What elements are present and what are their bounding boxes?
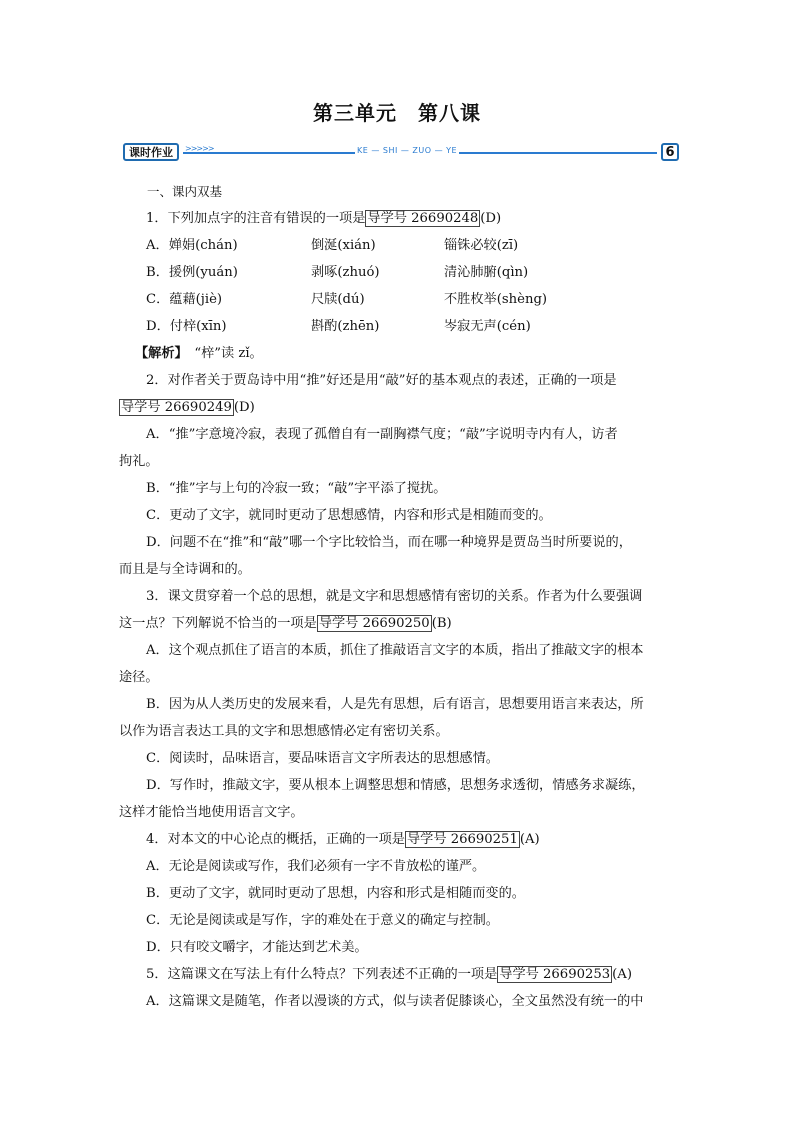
question-2-guide — [119, 394, 675, 421]
option: D．付梓(xīn) — [146, 319, 227, 334]
q1-option-row-a — [119, 232, 675, 259]
guide-number: 导学号 26690253 — [499, 967, 611, 982]
question-text: 1．下列加点字的注音有错误的一项是 — [146, 211, 366, 226]
answer: (D) — [480, 211, 502, 226]
banner-pinyin: KE — SHI — ZUO — YE — [357, 146, 458, 155]
q4-option-a: A．无论是阅读或写作，我们必须有一字不肯放松的谨严。 — [146, 859, 486, 874]
q1-option-row-b — [119, 259, 675, 286]
question-5-stem — [119, 961, 675, 988]
option: 不胜枚举(shèng) — [444, 292, 548, 307]
question-text: 4．对本文的中心论点的概括，正确的一项是 — [146, 832, 405, 847]
homework-banner — [123, 143, 679, 163]
q2-option-d: D．问题不在“推”和“敲”哪一个字比较恰当，而在哪一种境界是贾岛当时所要说的， — [146, 535, 632, 550]
option: 倒涎(xián) — [311, 238, 376, 253]
answer: (B) — [431, 616, 452, 631]
guide-number: 导学号 26690248 — [367, 211, 479, 226]
guide-number: 导学号 26690250 — [318, 616, 430, 631]
question-text: 5．这篇课文在写法上有什么特点？下列表述不正确的一项是 — [146, 967, 498, 982]
question-1-stem — [119, 205, 675, 232]
q3-option-b: B．因为从人类历史的发展来看，人是先有思想，后有语言，思想要用语言来表达，所 — [146, 697, 644, 712]
q1-option-row-d — [119, 313, 675, 340]
option: 尺牍(dú) — [311, 292, 365, 307]
question-text: 这一点？下列解说不恰当的一项是 — [119, 616, 317, 631]
q2-option-d-cont: 而且是与全诗调和的。 — [119, 562, 251, 577]
q3-option-d: D．写作时，推敲文字，要从根本上调整思想和情感，思想务求透彻，情感务求凝练， — [146, 778, 645, 793]
option: C．蕴藉(jiè) — [146, 292, 223, 307]
banner-arrows: >>>>> — [185, 144, 214, 153]
option: 清沁肺腑(qìn) — [444, 265, 529, 280]
q3-option-b-cont: 以作为语言表达工具的文字和思想感情必定有密切关系。 — [119, 724, 449, 739]
exercise-content — [119, 178, 675, 1015]
q3-option-a: A．这个观点抓住了语言的本质，抓住了推敲语言文字的本质，指出了推敲文字的根本 — [146, 643, 644, 658]
question-3-stem-cont — [119, 610, 675, 637]
analysis-label: 【解析】 — [135, 346, 182, 361]
banner-number: 6 — [661, 143, 679, 161]
q3-option-a-cont: 途径。 — [119, 670, 159, 685]
q4-option-d: D．只有咬文嚼字，才能达到艺术美。 — [146, 940, 368, 955]
q2-option-c: C．更动了文字，就同时更动了思想感情，内容和形式是相随而变的。 — [146, 508, 552, 523]
option: A．婵娟(chán) — [146, 238, 238, 253]
q4-option-b: B．更动了文字，就同时更动了思想，内容和形式是相随而变的。 — [146, 886, 525, 901]
guide-number: 导学号 26690249 — [121, 400, 232, 415]
answer: (A) — [519, 832, 540, 847]
q1-option-row-c — [119, 286, 675, 313]
q2-option-a-cont: 拘礼。 — [119, 454, 159, 469]
q1-analysis — [119, 340, 675, 367]
analysis-text: “梓”读 zǐ。 — [194, 346, 263, 361]
q2-option-b: B．“推”字与上句的冷寂一致；“敲”字平添了搅扰。 — [146, 481, 447, 496]
section-heading: 一、课内双基 — [147, 184, 223, 199]
option: 剥啄(zhuó) — [311, 265, 380, 280]
answer: (D) — [233, 400, 255, 415]
q3-option-d-cont: 这样才能恰当地使用语言文字。 — [119, 805, 304, 820]
question-2-stem: 2．对作者关于贾岛诗中用“推”好还是用“敲”好的基本观点的表述，正确的一项是 — [146, 373, 617, 388]
question-3-stem: 3．课文贯穿着一个总的思想，就是文字和思想感情有密切的关系。作者为什么要强调 — [146, 589, 643, 604]
guide-number: 导学号 26690251 — [406, 832, 518, 847]
option: 锱铢必较(zī) — [444, 238, 519, 253]
q2-option-a: A．“推”字意境冷寂，表现了孤僧自有一副胸襟气度；“敲”字说明寺内有人，访者 — [146, 427, 618, 442]
answer: (A) — [612, 967, 632, 982]
q5-option-a: A．这篇课文是随笔，作者以漫谈的方式，似与读者促膝谈心，全文虽然没有统一的中 — [146, 994, 644, 1009]
q4-option-c: C．无论是阅读或是写作，字的难处在于意义的确定与控制。 — [146, 913, 499, 928]
question-4-stem — [119, 826, 675, 853]
option: 斟酌(zhēn) — [311, 319, 380, 334]
banner-label: 课时作业 — [123, 143, 179, 161]
page-title: 第三单元 第八课 — [313, 101, 481, 125]
option: B．援例(yuán) — [146, 265, 238, 280]
q3-option-c: C．阅读时，品味语言，要品味语言文字所表达的思想感情。 — [146, 751, 499, 766]
option: 岑寂无声(cén) — [444, 319, 531, 334]
